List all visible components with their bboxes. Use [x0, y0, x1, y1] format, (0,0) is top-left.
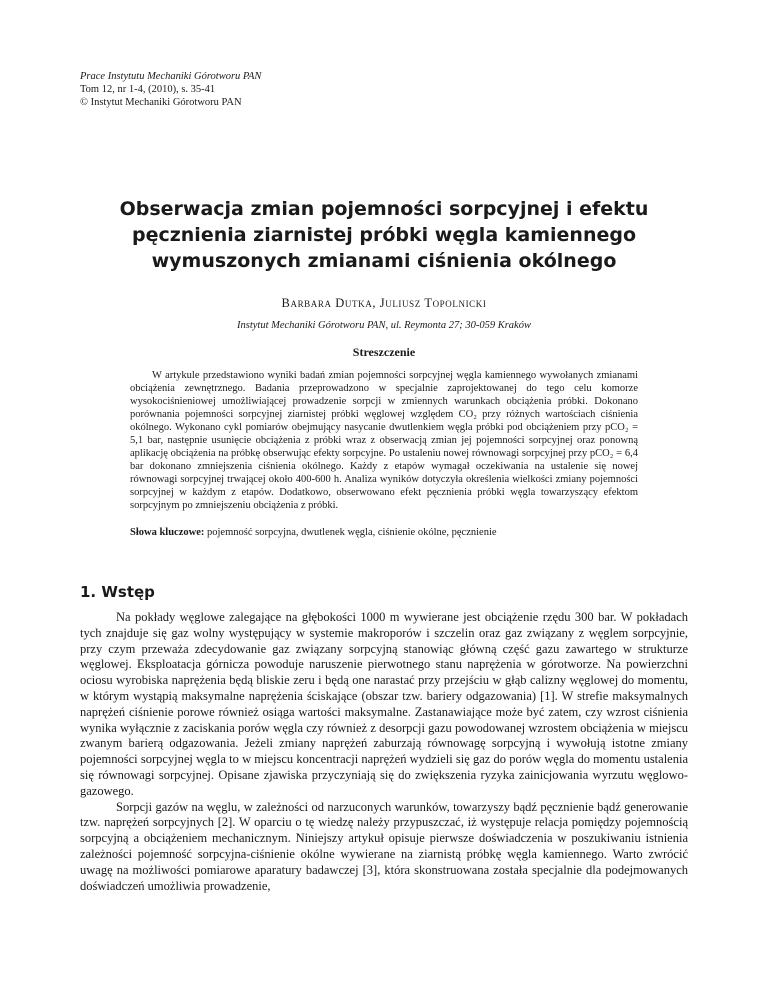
keywords-text: pojemność sorpcyjna, dwutlenek węgla, ciśnienie okólne, pęcznienie	[204, 527, 497, 538]
journal-info	[80, 70, 261, 109]
journal-volume: Tom 12, nr 1-4, (2010), s. 35-41	[80, 84, 216, 95]
paragraph: Sorpcji gazów na węglu, w zależności od narzuconych warunków, towarzyszy bądź pęcznienie bądź generowanie tzw. naprężeń sorpcyjnych [2]. W oparciu o tę wiedzę należy przypuszczać, iż występuje relacja pomiędzy pojemnością sorpcyjną a obciążeniem mechanicznym. Niniejszy artykuł opisuje pierwsze doświadczenia w poszukiwaniu istnienia zależności pojemność sorpcyjna-ciśnienie okólne wywierane na ziarnistą próbkę węgla kamiennego. Warto zwrócić uwagę na możliwości pomiarowe aparatury badawczej [3], która skonstruowana została specjalnie dla podejmowanych doświadczeń umożliwia prowadzenie,	[80, 799, 688, 893]
abstract-heading: Streszczenie	[352, 345, 416, 359]
keywords-label: Słowa kluczowe:	[130, 527, 205, 538]
paper-title: Obserwacja zmian pojemności sorpcyjnej i efektu pęcznienia ziarnistej próbki węgla kamiennego wymuszonych zmianami ciśnienia okólnego	[119, 198, 649, 272]
keywords	[130, 527, 638, 538]
section-heading: 1. Wstęp	[80, 583, 155, 601]
journal-name: Prace Instytutu Mechaniki Górotworu PAN	[80, 71, 262, 82]
journal-copyright: © Instytut Mechaniki Górotworu PAN	[80, 97, 242, 108]
affiliation: Instytut Mechaniki Górotworu PAN, ul. Reymonta 27; 30-059 Kraków	[237, 320, 531, 331]
paragraph: Na pokłady węglowe zalegające na głębokości 1000 m wywierane jest obciążenie rzędu 300 bar. W pokładach tych znajduje się gaz wolny występujący w systemie makroporów i szczelin oraz gaz związany z węglem sorpcyjnie, przy czym przeważa zdecydowanie gaz związany sorpcyjną stanowiąc główną część gazu zawartego w strukturze węglowej. Eksploatacja górnicza powoduje naruszenie pierwotnego stanu naprężenia w górotworze. Na powierzchni ociosu wyrobiska naprężenia będą bliskie zeru i będą one narastać przy przejściu w głąb calizny węglowej do momentu, w którym wystąpią maksymalne naprężenia ściskające (obszar tzw. bariery odgazowania) [1]. W strefie maksymalnych naprężeń ciśnienie porowe również osiąga wartości maksymalne. Zastanawiające może być zatem, czy wzrost ciśnienia wynika wyłącznie z zaciskania porów węgla czy również z desorpcji gazu powodowanej wzrostem obciążenia w miejscu zwanym barierą odgazowania. Jeżeli zmiany naprężeń zaburzają równowagę sorpcyjną i wywołują istotne zmiany pojemności sorpcyjnej węgla to w miejscu koncentracji naprężeń wydzieli się gaz do porów węgla do momentu ustalenia się równowagi sorpcyjnej. Opisane zjawiska przyczyniają się do zwiększenia ryzyka zainicjowania wyrzutu węglowo-gazowego.	[80, 610, 688, 798]
body-text	[80, 610, 688, 894]
abstract-text: W artykule przedstawiono wyniki badań zmian pojemności sorpcyjnej węgla kamiennego wywołanych zmianami obciążenia zewnętrznego. Badania przeprowadzono w specjalnie zaprojektowanej do tego celu komorze wysokociśnieniowej umożliwiającej prowadzenie sorpcji w zmiennych warunkach obciążenia próbki. Dokonano porównania pojemności sorpcyjnej ziarnistej próbki węglowej względem CO₂ przy różnych wartościach ciśnienia okólnego. Wykonano cykl pomiarów obejmujący nasycanie dwutlenkiem węgla próbki pod obciążeniem przy pCO₂ = 5,1 bar, następnie usunięcie obciążenia z próbki wraz z obserwacją zmian jej pojemności sorpcyjnej oraz ponowną aplikację obciążenia na próbkę obserwując efekty sorpcyjne. Po ustaleniu nowej równowagi sorpcyjnej przy pCO₂ = 6,4 bar dokonano zmniejszenia ciśnienia okólnego. Każdy z etapów wymagał oczekiwania na ustalenie się nowej równowagi sorpcyjnej trwającej około 400-600 h. Analiza wyników dotyczyła określenia wielkości zmiany pojemności sorpcyjnej w każdym z etapów. Dodatkowo, obserwowano efekt pęcznienia próbki węgla towarzyszący efektom sorpcyjnym po zmniejszeniu obciążenia z próbki.	[130, 370, 638, 511]
authors: Barbara Dutka, Juliusz Topolnicki	[281, 296, 487, 310]
